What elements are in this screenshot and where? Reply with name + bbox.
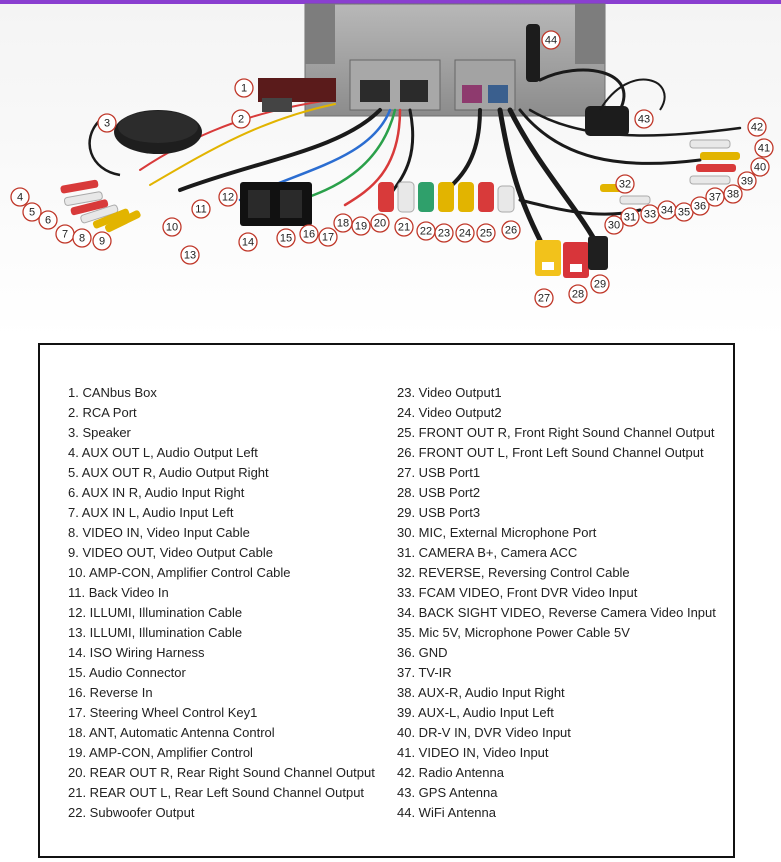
callout-30 <box>605 216 623 234</box>
callout-33 <box>641 205 659 223</box>
callout-25 <box>477 224 495 242</box>
callout-number: 41 <box>757 142 771 155</box>
legend-item: 28. USB Port2 <box>397 485 481 500</box>
legend-column-left <box>68 383 375 823</box>
legend-item: 44. WiFi Antenna <box>397 805 496 820</box>
legend-item: 32. REVERSE, Reversing Control Cable <box>397 565 630 580</box>
callout-28 <box>569 285 587 303</box>
legend-item: 5. AUX OUT R, Audio Output Right <box>68 465 269 480</box>
legend-item: 21. REAR OUT L, Rear Left Sound Channel Output <box>68 785 365 800</box>
callout-11 <box>192 200 210 218</box>
callout-number: 42 <box>750 121 764 134</box>
callout-10 <box>163 218 181 236</box>
callout-23 <box>435 224 453 242</box>
callout-7 <box>56 225 74 243</box>
legend-item: 27. USB Port1 <box>397 465 481 480</box>
legend-item: 42. Radio Antenna <box>397 765 504 780</box>
callout-14 <box>239 233 257 251</box>
callout-number: 1 <box>240 82 248 95</box>
callout-number: 13 <box>183 249 197 262</box>
legend-item: 26. FRONT OUT L, Front Left Sound Channel Output <box>397 445 704 460</box>
callout-38 <box>724 185 742 203</box>
legend-column-right <box>397 383 716 823</box>
callout-number: 40 <box>753 161 767 174</box>
callout-34 <box>658 201 676 219</box>
callout-number: 30 <box>607 219 621 232</box>
legend-item: 19. AMP-CON, Amplifier Control <box>68 745 253 760</box>
callout-31 <box>621 208 639 226</box>
legend-item: 12. ILLUMI, Illumination Cable <box>68 605 243 620</box>
callout-number: 5 <box>28 206 36 219</box>
callout-number: 23 <box>437 227 451 240</box>
callout-2 <box>232 110 250 128</box>
callout-number: 37 <box>708 191 722 204</box>
callout-number: 6 <box>44 214 52 227</box>
callout-number: 19 <box>354 220 368 233</box>
callout-number: 28 <box>571 288 585 301</box>
legend-item: 2. RCA Port <box>68 405 137 420</box>
legend-item: 40. DR-V IN, DVR Video Input <box>397 725 571 740</box>
legend-item: 17. Steering Wheel Control Key1 <box>68 705 258 720</box>
callout-24 <box>456 224 474 242</box>
callout-4 <box>11 188 29 206</box>
legend-item: 13. ILLUMI, Illumination Cable <box>68 625 243 640</box>
legend-item: 4. AUX OUT L, Audio Output Left <box>68 445 258 460</box>
head-unit-back <box>305 4 605 116</box>
legend-item: 41. VIDEO IN, Video Input <box>397 745 549 760</box>
legend-item: 34. BACK SIGHT VIDEO, Reverse Camera Video Input <box>397 605 716 620</box>
callout-13 <box>181 246 199 264</box>
legend-item: 33. FCAM VIDEO, Front DVR Video Input <box>397 585 638 600</box>
callout-number: 7 <box>61 228 69 241</box>
callout-number: 25 <box>479 227 493 240</box>
callout-32 <box>616 175 634 193</box>
callout-39 <box>738 172 756 190</box>
callout-15 <box>277 229 295 247</box>
legend-item: 38. AUX-R, Audio Input Right <box>397 685 565 700</box>
callout-number: 20 <box>373 217 387 230</box>
wiring-harness-photo <box>0 0 781 340</box>
callout-number: 15 <box>279 232 293 245</box>
legend-item: 25. FRONT OUT R, Front Right Sound Channel Output <box>397 425 715 440</box>
callout-number: 29 <box>593 278 607 291</box>
callout-42 <box>748 118 766 136</box>
callout-number: 9 <box>98 235 106 248</box>
legend-item: 23. Video Output1 <box>397 385 502 400</box>
legend-item: 31. CAMERA B+, Camera ACC <box>397 545 578 560</box>
legend-item: 18. ANT, Automatic Antenna Control <box>68 725 275 740</box>
callout-number: 39 <box>740 175 754 188</box>
callout-26 <box>502 221 520 239</box>
legend-item: 6. AUX IN R, Audio Input Right <box>68 485 245 500</box>
callout-number: 43 <box>637 113 651 126</box>
callout-12 <box>219 188 237 206</box>
callout-40 <box>751 158 769 176</box>
legend-item: 7. AUX IN L, Audio Input Left <box>68 505 234 520</box>
legend-item: 29. USB Port3 <box>397 505 481 520</box>
legend-item: 39. AUX-L, Audio Input Left <box>397 705 554 720</box>
callout-8 <box>73 229 91 247</box>
callout-number: 24 <box>458 227 472 240</box>
callout-21 <box>395 218 413 236</box>
wifi-antenna <box>526 24 540 82</box>
callout-number: 27 <box>537 292 551 305</box>
callout-6 <box>39 211 57 229</box>
callout-1 <box>235 79 253 97</box>
callout-19 <box>352 217 370 235</box>
callout-44 <box>542 31 560 49</box>
legend-box <box>38 343 735 858</box>
legend-item: 22. Subwoofer Output <box>68 805 195 820</box>
callout-number: 2 <box>237 113 245 126</box>
callout-22 <box>417 222 435 240</box>
legend-item: 3. Speaker <box>68 425 131 440</box>
callout-27 <box>535 289 553 307</box>
legend-item: 15. Audio Connector <box>68 665 186 680</box>
callout-18 <box>334 214 352 232</box>
legend-item: 30. MIC, External Microphone Port <box>397 525 597 540</box>
callout-17 <box>319 228 337 246</box>
legend-item: 9. VIDEO OUT, Video Output Cable <box>68 545 273 560</box>
legend-item: 24. Video Output2 <box>397 405 502 420</box>
rca-plugs-center <box>378 182 514 212</box>
callout-35 <box>675 203 693 221</box>
callout-number: 26 <box>504 224 518 237</box>
legend-item: 8. VIDEO IN, Video Input Cable <box>68 525 250 540</box>
callout-3 <box>98 114 116 132</box>
callout-number: 17 <box>321 231 335 244</box>
legend-item: 20. REAR OUT R, Rear Right Sound Channel Output <box>68 765 375 780</box>
callout-number: 33 <box>643 208 657 221</box>
callout-16 <box>300 225 318 243</box>
callout-number: 34 <box>660 204 674 217</box>
callout-number: 14 <box>241 236 255 249</box>
callout-number: 22 <box>419 225 433 238</box>
callout-number: 18 <box>336 217 350 230</box>
callout-20 <box>371 214 389 232</box>
legend-item: 43. GPS Antenna <box>397 785 498 800</box>
legend-item: 16. Reverse In <box>68 685 153 700</box>
legend-item: 11. Back Video In <box>68 585 169 600</box>
callout-number: 8 <box>78 232 86 245</box>
callout-number: 44 <box>544 34 558 47</box>
callout-9 <box>93 232 111 250</box>
callout-number: 10 <box>165 221 179 234</box>
callout-number: 21 <box>397 221 411 234</box>
callout-5 <box>23 203 41 221</box>
callout-number: 38 <box>726 188 740 201</box>
callout-37 <box>706 188 724 206</box>
callout-number: 36 <box>693 200 707 213</box>
legend-item: 14. ISO Wiring Harness <box>68 645 205 660</box>
callout-number: 3 <box>103 117 111 130</box>
callout-29 <box>591 275 609 293</box>
legend-item: 10. AMP-CON, Amplifier Control Cable <box>68 565 291 580</box>
iso-harness <box>240 182 312 226</box>
callout-number: 4 <box>16 191 24 204</box>
callout-number: 32 <box>618 178 632 191</box>
callout-43 <box>635 110 653 128</box>
legend-item: 36. GND <box>397 645 448 660</box>
legend-item: 35. Mic 5V, Microphone Power Cable 5V <box>397 625 630 640</box>
legend-item: 37. TV-IR <box>397 665 452 680</box>
callout-41 <box>755 139 773 157</box>
callout-number: 11 <box>195 203 207 216</box>
callout-number: 35 <box>677 206 691 219</box>
callout-number: 16 <box>302 228 316 241</box>
callout-number: 12 <box>221 191 235 204</box>
legend-item: 1. CANbus Box <box>68 385 157 400</box>
callout-number: 31 <box>623 211 637 224</box>
